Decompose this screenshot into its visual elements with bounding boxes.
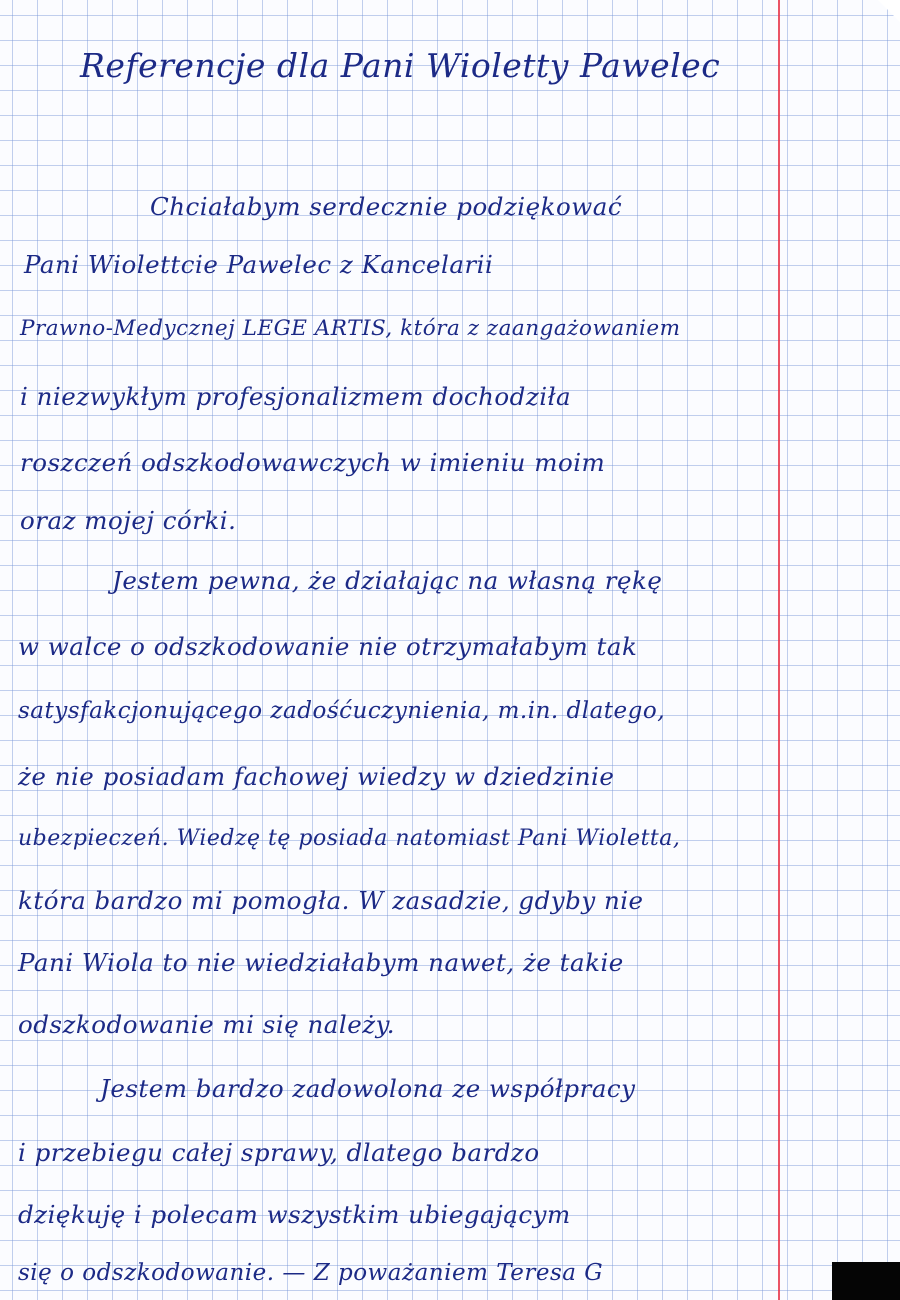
letter-line-10: że nie posiadam fachowej wiedzy w dziedzinie [18, 762, 615, 791]
letter-line-16: i przebiegu całej sprawy, dlatego bardzo [18, 1138, 540, 1167]
letter-line-12: która bardzo mi pomogła. W zasadzie, gdyby nie [18, 886, 644, 915]
page-corner [878, 0, 900, 22]
letter-title: Referencje dla Pani Wioletty Pawelec [80, 46, 721, 85]
redacted-surname-block [832, 1262, 900, 1300]
letter-line-3: Prawno-Medycznej LEGE ARTIS, która z zaangażowaniem [20, 316, 681, 341]
letter-line-7: Jestem pewna, że działając na własną rękę [112, 566, 663, 595]
letter-line-5: roszczeń odszkodowawczych w imieniu moim [20, 448, 606, 477]
letter-line-2: Pani Wiolettcie Pawelec z Kancelarii [24, 250, 494, 279]
letter-line-17: dziękuję i polecam wszystkim ubiegającym [18, 1200, 571, 1229]
letter-line-18: się o odszkodowanie. — Z poważaniem Teresa G [18, 1260, 604, 1286]
letter-line-13: Pani Wiola to nie wiedziałabym nawet, że takie [18, 948, 624, 977]
letter-line-9: satysfakcjonującego zadośćuczynienia, m.in. dlatego, [18, 698, 666, 724]
letter-line-4: i niezwykłym profesjonalizmem dochodziła [20, 382, 572, 411]
letter-line-1: Chciałabym serdecznie podziękować [150, 192, 623, 221]
letter-line-6: oraz mojej córki. [20, 506, 237, 535]
letter-line-11: ubezpieczeń. Wiedzę tę posiada natomiast Pani Wioletta, [18, 826, 681, 851]
red-margin-line [778, 0, 780, 1300]
letter-line-8: w walce o odszkodowanie nie otrzymałabym tak [18, 632, 638, 661]
letter-line-15: Jestem bardzo zadowolona ze współpracy [100, 1074, 636, 1103]
letter-line-14: odszkodowanie mi się należy. [18, 1010, 395, 1039]
